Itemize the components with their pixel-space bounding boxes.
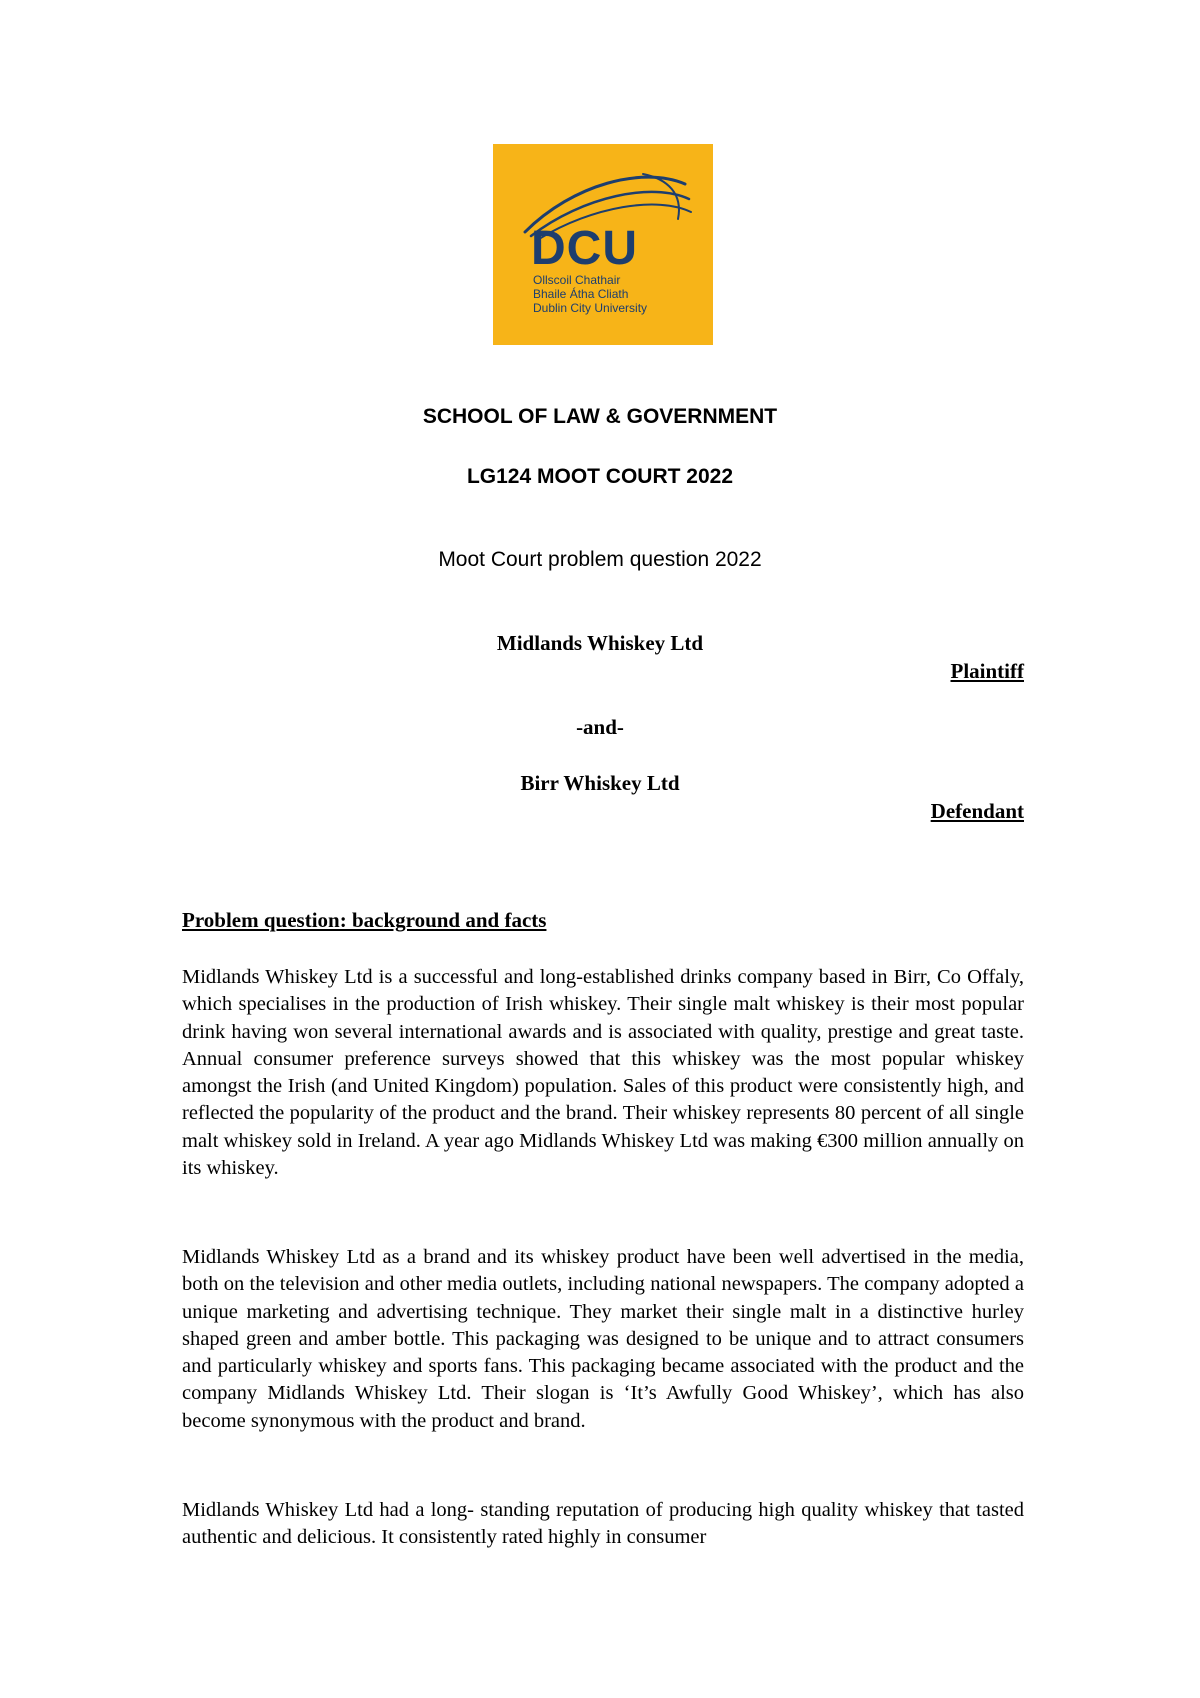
- defendant-name: Birr Whiskey Ltd: [520, 771, 680, 795]
- logo-line-1: Ollscoil Chathair: [533, 273, 621, 287]
- paragraph-1: Midlands Whiskey Ltd is a successful and long-established drinks company based in Birr, Co Offaly, which specialises in the production of Irish whiskey. Their single malt whiskey is their most popular drink having won several international awards and is associated with quality, prestige and great taste. Annual consumer preference surveys showed that this whiskey was the most popular whiskey amongst the Irish (and United Kingdom) population. Sales of this product were consistently high, and reflected the popularity of the product and the brand. Their whiskey represents 80 percent of all single malt whiskey sold in Ireland. A year ago Midlands Whiskey Ltd was making €300 million annually on its whiskey.: [182, 966, 1024, 1180]
- logo-line-3: Dublin City University: [533, 301, 648, 315]
- plaintiff-role: Plaintiff: [950, 659, 1024, 683]
- plaintiff-name: Midlands Whiskey Ltd: [496, 631, 704, 655]
- dcu-logo-graphic: [493, 144, 713, 345]
- logo-mark-text: DCU: [531, 222, 638, 275]
- course-title: LG124 MOOT COURT 2022: [466, 465, 734, 488]
- section-heading: Problem question: background and facts: [182, 908, 547, 932]
- paragraph-3: Midlands Whiskey Ltd had a long- standing reputation of producing high quality whiskey that tasted authentic and delicious. It consistently rated highly in consumer: [182, 1499, 1024, 1549]
- school-title: SCHOOL OF LAW & GOVERNMENT: [422, 405, 778, 428]
- defendant-role: Defendant: [930, 799, 1024, 823]
- logo-line-2: Bhaile Átha Cliath: [533, 287, 629, 301]
- dcu-logo: [493, 144, 713, 345]
- parties-connector: -and-: [576, 715, 624, 739]
- paragraph-2: Midlands Whiskey Ltd as a brand and its whiskey product have been well advertised in the media, both on the television and other media outlets, including national newspapers. The company adopted a unique marketing and advertising technique. They market their single malt in a distinctive hurley shaped green and amber bottle. This packaging was designed to be unique and to attract consumers and particularly whiskey and sports fans. This packaging became associated with the product and the company Midlands Whiskey Ltd. Their slogan is ‘It’s Awfully Good Whiskey’, which has also become synonymous with the product and brand.: [182, 1246, 1024, 1432]
- document-subtitle: Moot Court problem question 2022: [438, 548, 762, 571]
